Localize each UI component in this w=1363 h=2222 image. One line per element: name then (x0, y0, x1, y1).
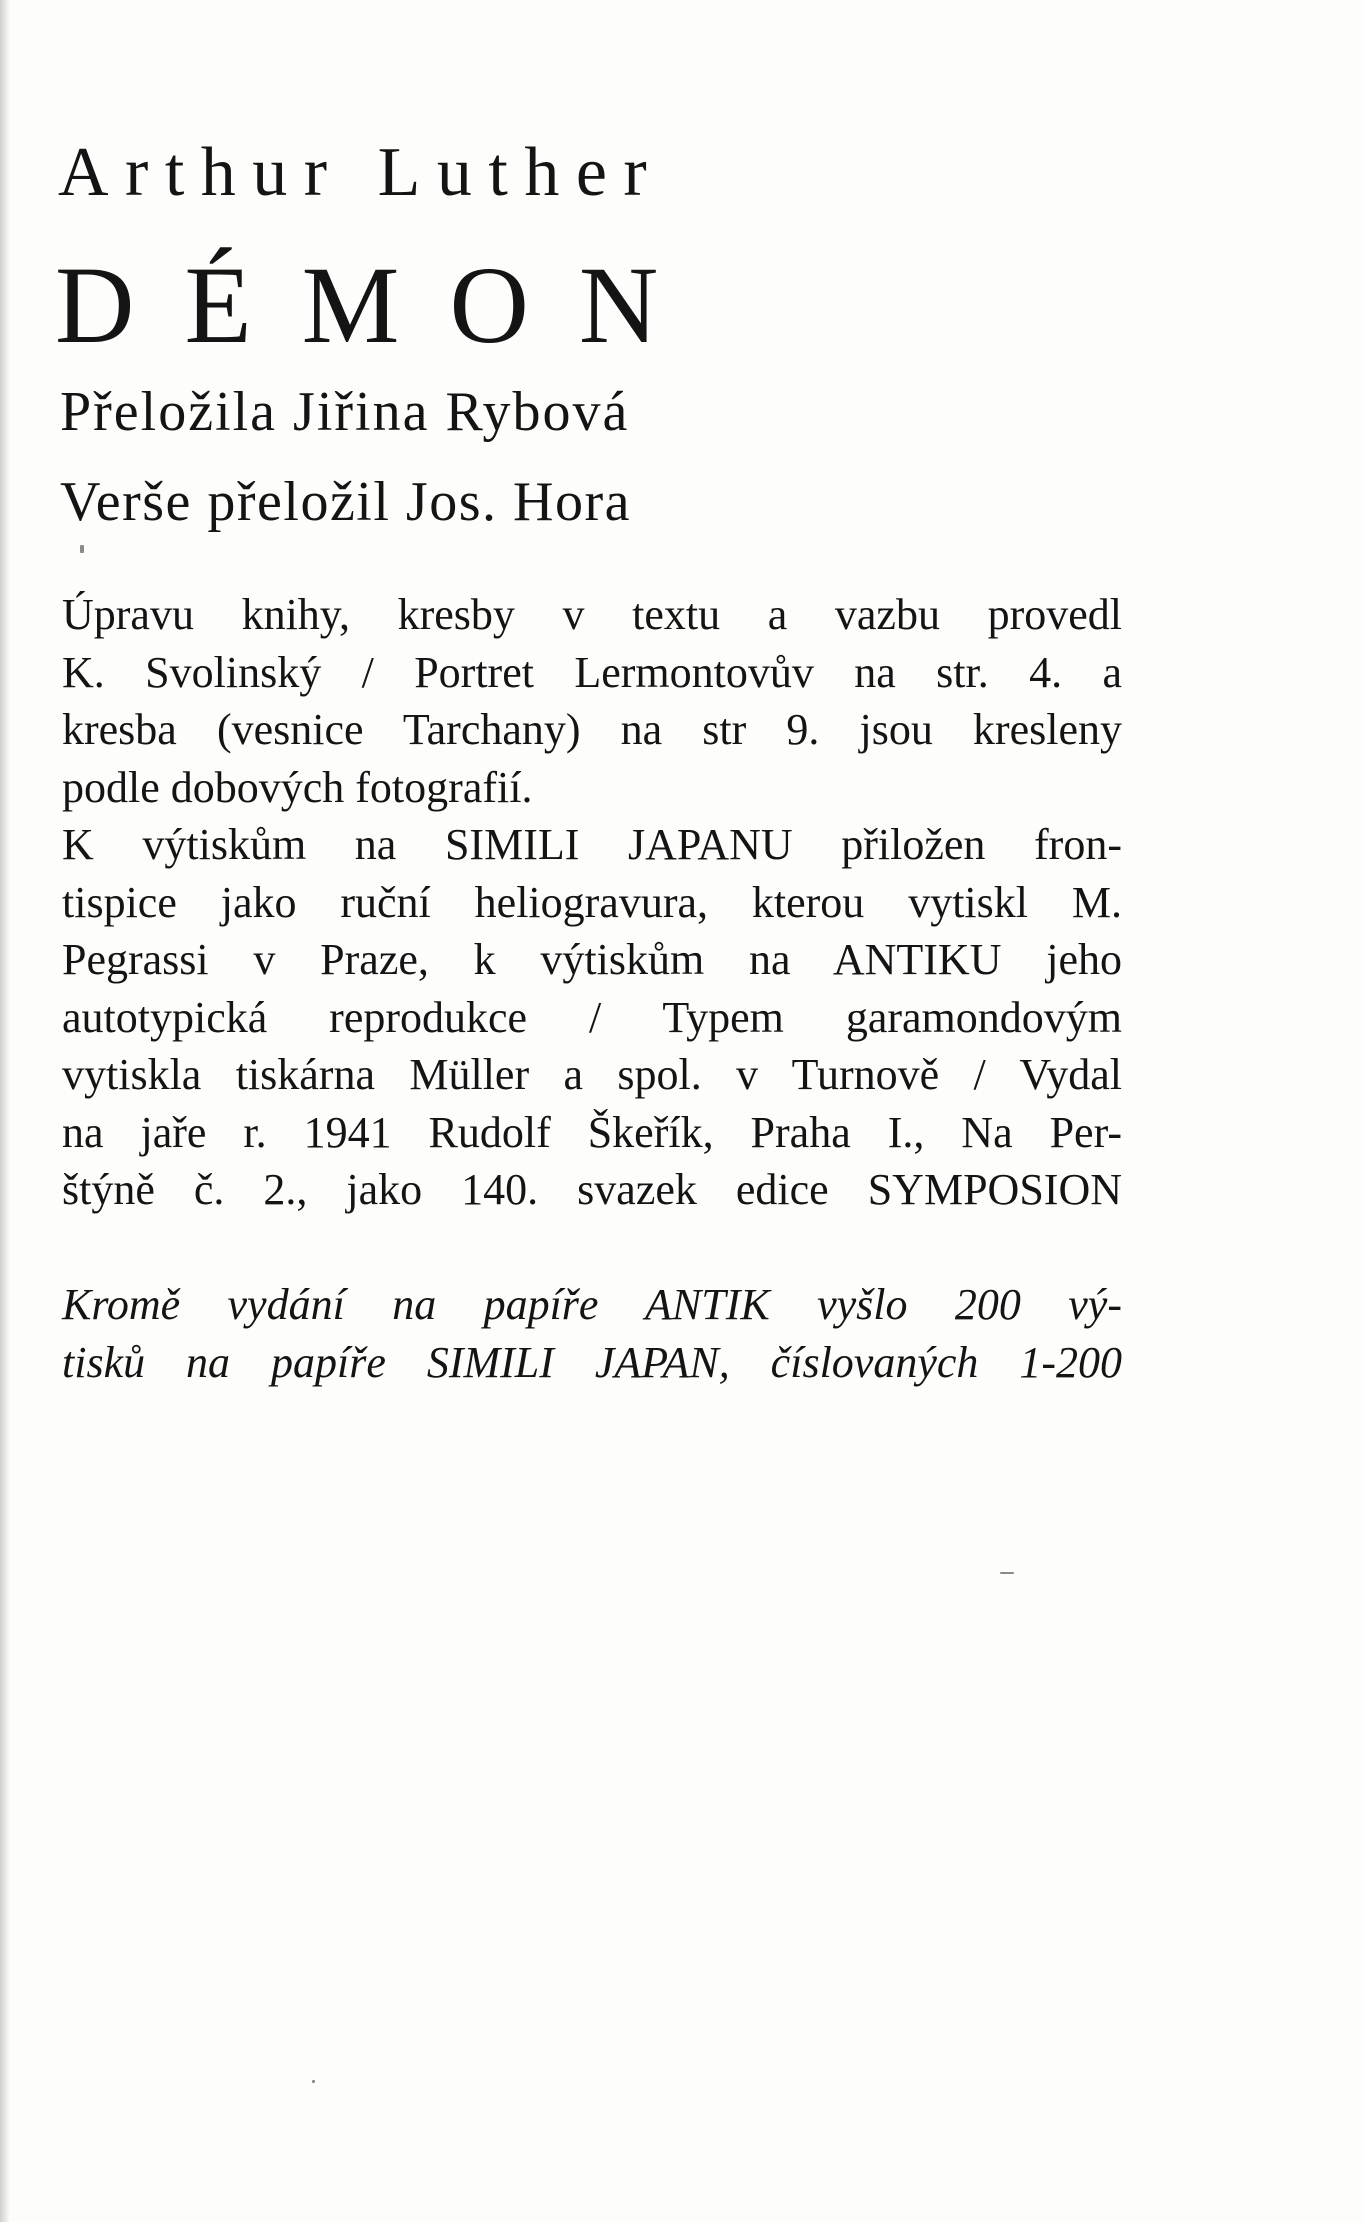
colophon-line: autotypická reprodukce / Typem garamondovým (62, 992, 1122, 1042)
translator-credit: Přeložila Jiřina Rybová (60, 381, 630, 443)
colophon-line: kresba (vesnice Tarchany) na str 9. jsou kresleny (62, 705, 1122, 754)
colophon-line: podle dobových fotografií. (62, 762, 533, 812)
book-title: DÉMON (55, 244, 709, 366)
colophon-line: K. Svolinský / Portret Lermontovův na str. 4. a (62, 647, 1122, 697)
author-name: Arthur Luther (58, 134, 664, 211)
colophon-line: K výtiskům na SIMILI JAPANU přiložen fron- (62, 820, 1122, 869)
page-edge-shadow (0, 0, 10, 2222)
paper-speck (312, 2080, 315, 2083)
edition-note-line: tisků na papíře SIMILI JAPAN, číslovaných 1-200 (62, 1338, 1122, 1387)
colophon-line: Úpravu knihy, kresby v textu a vazbu provedl (62, 590, 1122, 639)
edition-note (62, 1276, 1122, 1392)
paper-speck (80, 545, 84, 553)
edition-note-line: Kromě vydání na papíře ANTIK vyšlo 200 vý- (62, 1280, 1122, 1329)
paper-speck (1000, 1572, 1014, 1574)
colophon-line: vytiskla tiskárna Müller a spol. v Turnově / Vydal (62, 1050, 1122, 1099)
verse-translator-credit: Verše přeložil Jos. Hora (60, 471, 631, 533)
colophon-line: na jaře r. 1941 Rudolf Škeřík, Praha I., Na Per- (62, 1107, 1122, 1157)
colophon-line: tispice jako ruční heliogravura, kterou vytiskl M. (62, 877, 1122, 927)
colophon-line: štýně č. 2., jako 140. svazek edice SYMPOSION (62, 1165, 1122, 1214)
colophon-text (62, 586, 1122, 1219)
colophon-line: Pegrassi v Praze, k výtiskům na ANTIKU jeho (62, 935, 1122, 984)
